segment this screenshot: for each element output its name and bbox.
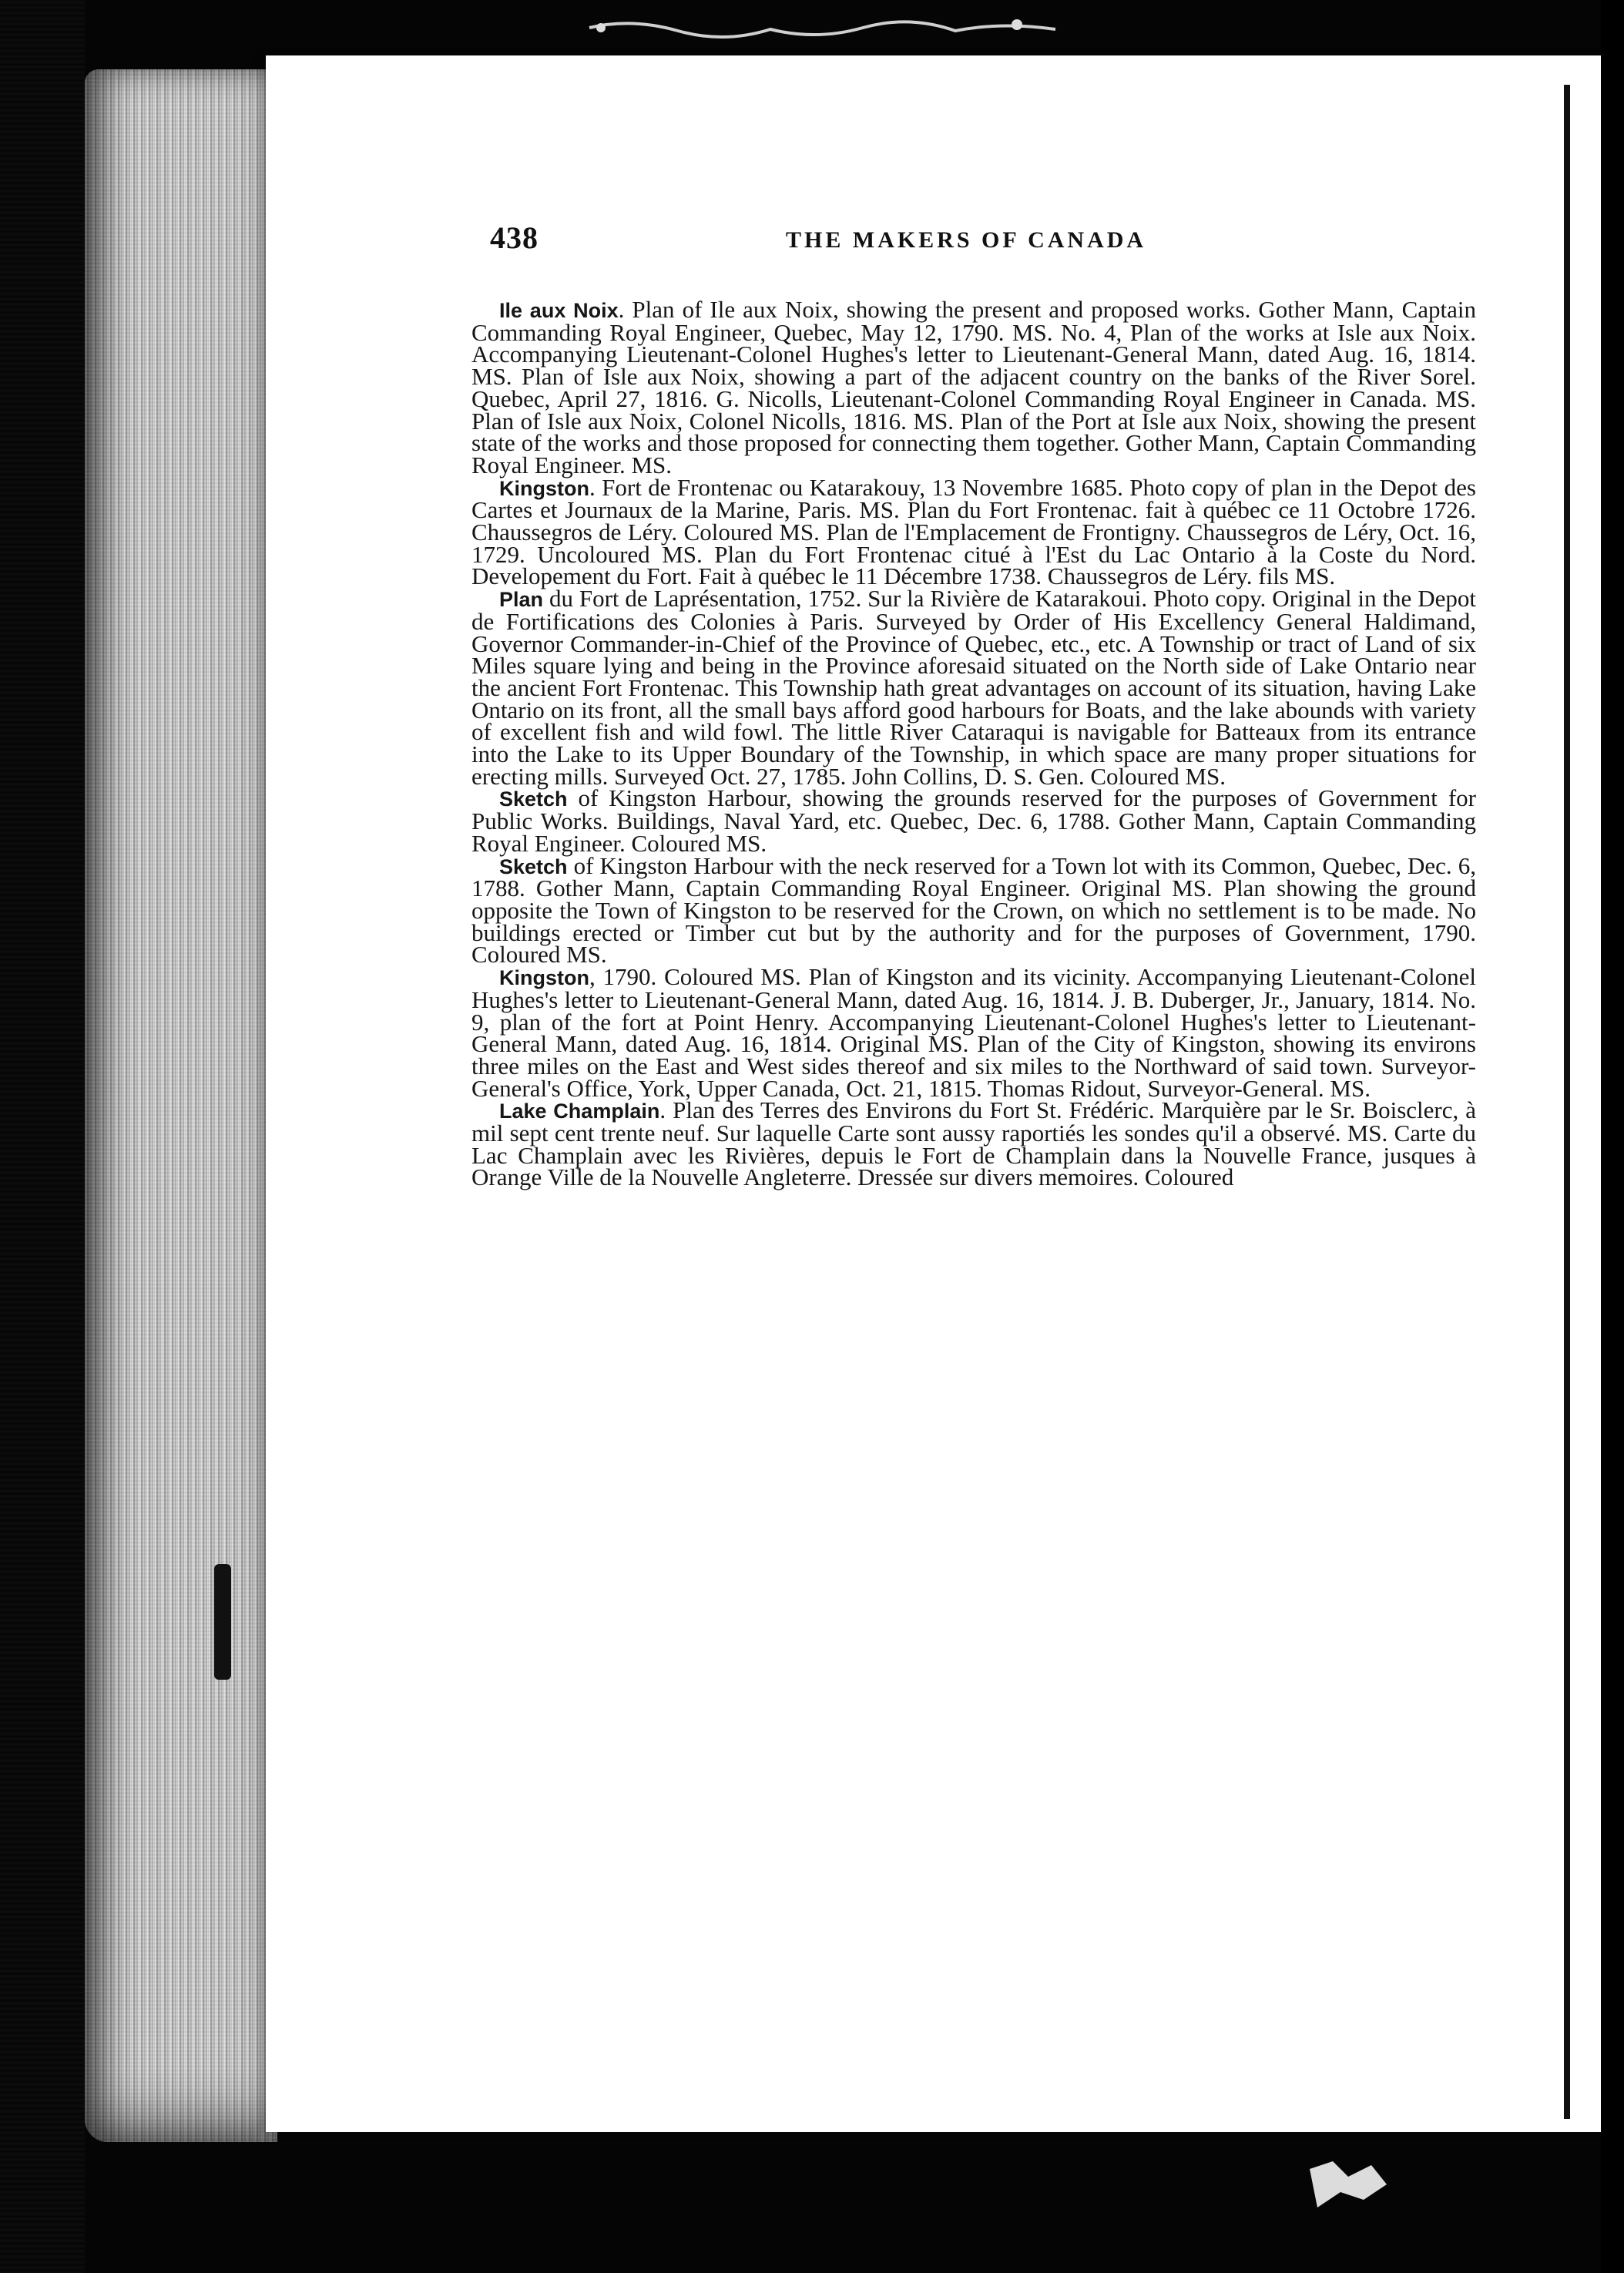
bottom-scan-artifact bbox=[1302, 2154, 1394, 2215]
entry-heading: Plan bbox=[499, 588, 544, 612]
entry-heading: Lake Champlain bbox=[499, 1100, 660, 1123]
entry-ile-aux-noix bbox=[471, 296, 1476, 478]
top-scan-artifact bbox=[586, 14, 1063, 45]
running-title: THE MAKERS OF CANADA bbox=[786, 227, 1147, 253]
entry-kingston-1 bbox=[471, 473, 1476, 590]
entry-heading: Ile aux Noix bbox=[499, 299, 619, 322]
right-scan-border bbox=[1601, 0, 1624, 2273]
left-gutter bbox=[0, 0, 85, 2273]
entry-heading: Sketch bbox=[499, 854, 568, 878]
page-header bbox=[490, 220, 1199, 266]
entry-text: , 1790. Coloured MS. Plan of Kingston and its vicinity. Accompanying Lieutenant-Colonel Hughes's letter to Lieutenant-General Mann, dated Aug. 16, 1814. J. B. Duberger, Jr., January, 1814. No. 9, plan of the fort at Point Henry. Accompanying Lieutenant-Colonel Hughes's letter to Lieutenant-General Mann, dated Aug. 16, 1814. Original MS. Plan of the City of Kingston, showing its environs three miles on the East and West sides thereof and six miles to the Northward of said town. Surveyor-General's Office, York, Upper Canada, Oct. 21, 1815. Thomas Ridout, Surveyor-General. MS. bbox=[471, 963, 1476, 1102]
book-page-edges bbox=[85, 69, 277, 2142]
entry-heading: Kingston bbox=[499, 476, 589, 500]
entry-heading: Sketch bbox=[499, 787, 568, 811]
right-page-edge bbox=[1564, 85, 1570, 2119]
page-number: 438 bbox=[490, 220, 539, 255]
entry-text: . Plan des Terres des Environs du Fort St. Frédéric. Marquière par le Sr. Boisclerc, à mil sept cent trente neuf. Sur laquelle Carte sont aussy raportiés les sondes qu'il a observé. MS. Carte du Lac Champlain avec les Rivières, depuis le Fort de Champlain dans la Nouvelle France, jusques à Orange Ville de la Nouvelle Angleterre. Dressée sur divers memoires. Coloured bbox=[471, 1096, 1476, 1191]
binding-mark bbox=[214, 1564, 231, 1680]
entry-sketch-2 bbox=[471, 851, 1476, 969]
entry-text: . Fort de Frontenac ou Katarakouy, 13 Novembre 1685. Photo copy of plan in the Depot des Cartes et Journaux de la Marine, Paris. MS. Plan du Fort Frontenac. fait à québec ce 11 Octobre 1726. Chaussegros de Léry. Coloured MS. Plan de l'Emplacement de Frontigny. Chaussegros de Léry, Oct. 16, 1729. Uncoloured MS. Plan du Fort Frontenac citué à l'Est du Lac Ontario à la Coste du Nord. Developement du Fort. Fait à québec le 11 Décembre 1738. Chaussegros de Léry. fils MS. bbox=[471, 473, 1476, 590]
entry-sketch-1 bbox=[471, 784, 1476, 857]
entry-text: . Plan of Ile aux Noix, showing the present and proposed works. Gother Mann, Captain Commanding Royal Engineer, Quebec, May 12, 1790. MS. No. 4, Plan of the works at Isle aux Noix. Accompanying Lieutenant-Colonel Hughes's letter to Lieutenant-General Mann, dated Aug. 16, 1814. MS. Plan of Isle aux Noix, showing a part of the adjacent country on the banks of the River Sorel. Quebec, April 27, 1816. G. Nicolls, Lieutenant-Colonel Commanding Royal Engineer in Canada. MS. Plan of Isle aux Noix, Colonel Nicolls, 1816. MS. Plan of the Port at Isle aux Noix, showing the present state of the works and those proposed for connecting them together. Gother Mann, Captain Commanding Royal Engineer. MS. bbox=[471, 296, 1476, 478]
entry-text: of Kingston Harbour, showing the grounds reserved for the purposes of Government for Public Works. Buildings, Naval Yard, etc. Quebec, Dec. 6, 1788. Gother Mann, Captain Commanding Royal Engineer. Coloured MS. bbox=[471, 784, 1476, 857]
entry-kingston-2 bbox=[471, 963, 1476, 1102]
entry-heading: Kingston bbox=[499, 966, 589, 990]
entry-plan bbox=[471, 585, 1476, 790]
entry-text: du Fort de Laprésentation, 1752. Sur la Rivière de Katarakoui. Photo copy. Original in the Depot de Fortifications des Colonies à Paris. Surveyed by Order of His Excellency General Haldimand, Governor Commander-in-Chief of the Province of Quebec, etc., etc. A Township or tract of Land of six Miles square lying and being in the Province aforesaid situated on the North side of Lake Ontario near the ancient Fort Frontenac. This Township hath great advantages on account of its situation, having Lake Ontario on its front, all the small bays afford good harbours for Boats, and the lake abounds with variety of excellent fish and wild fowl. The little River Cataraqui is navigable for Batteaux from its entrance into the Lake to its Upper Boundary of the Township, in which space are many proper situations for erecting mills. Surveyed Oct. 27, 1785. John Collins, D. S. Gen. Coloured MS. bbox=[471, 585, 1476, 790]
entry-text: of Kingston Harbour with the neck reserved for a Town lot with its Common, Quebec, Dec. 6, 1788. Gother Mann, Captain Commanding Royal Engineer. Original MS. Plan showing the ground opposite the Town of Kingston to be reserved for the Crown, on which no settlement is to be made. No buildings erected or Timber cut but by the authority and for the purposes of Government, 1790. Coloured MS. bbox=[471, 851, 1476, 969]
entry-lake-champlain bbox=[471, 1096, 1476, 1191]
page-body bbox=[471, 296, 1476, 1191]
